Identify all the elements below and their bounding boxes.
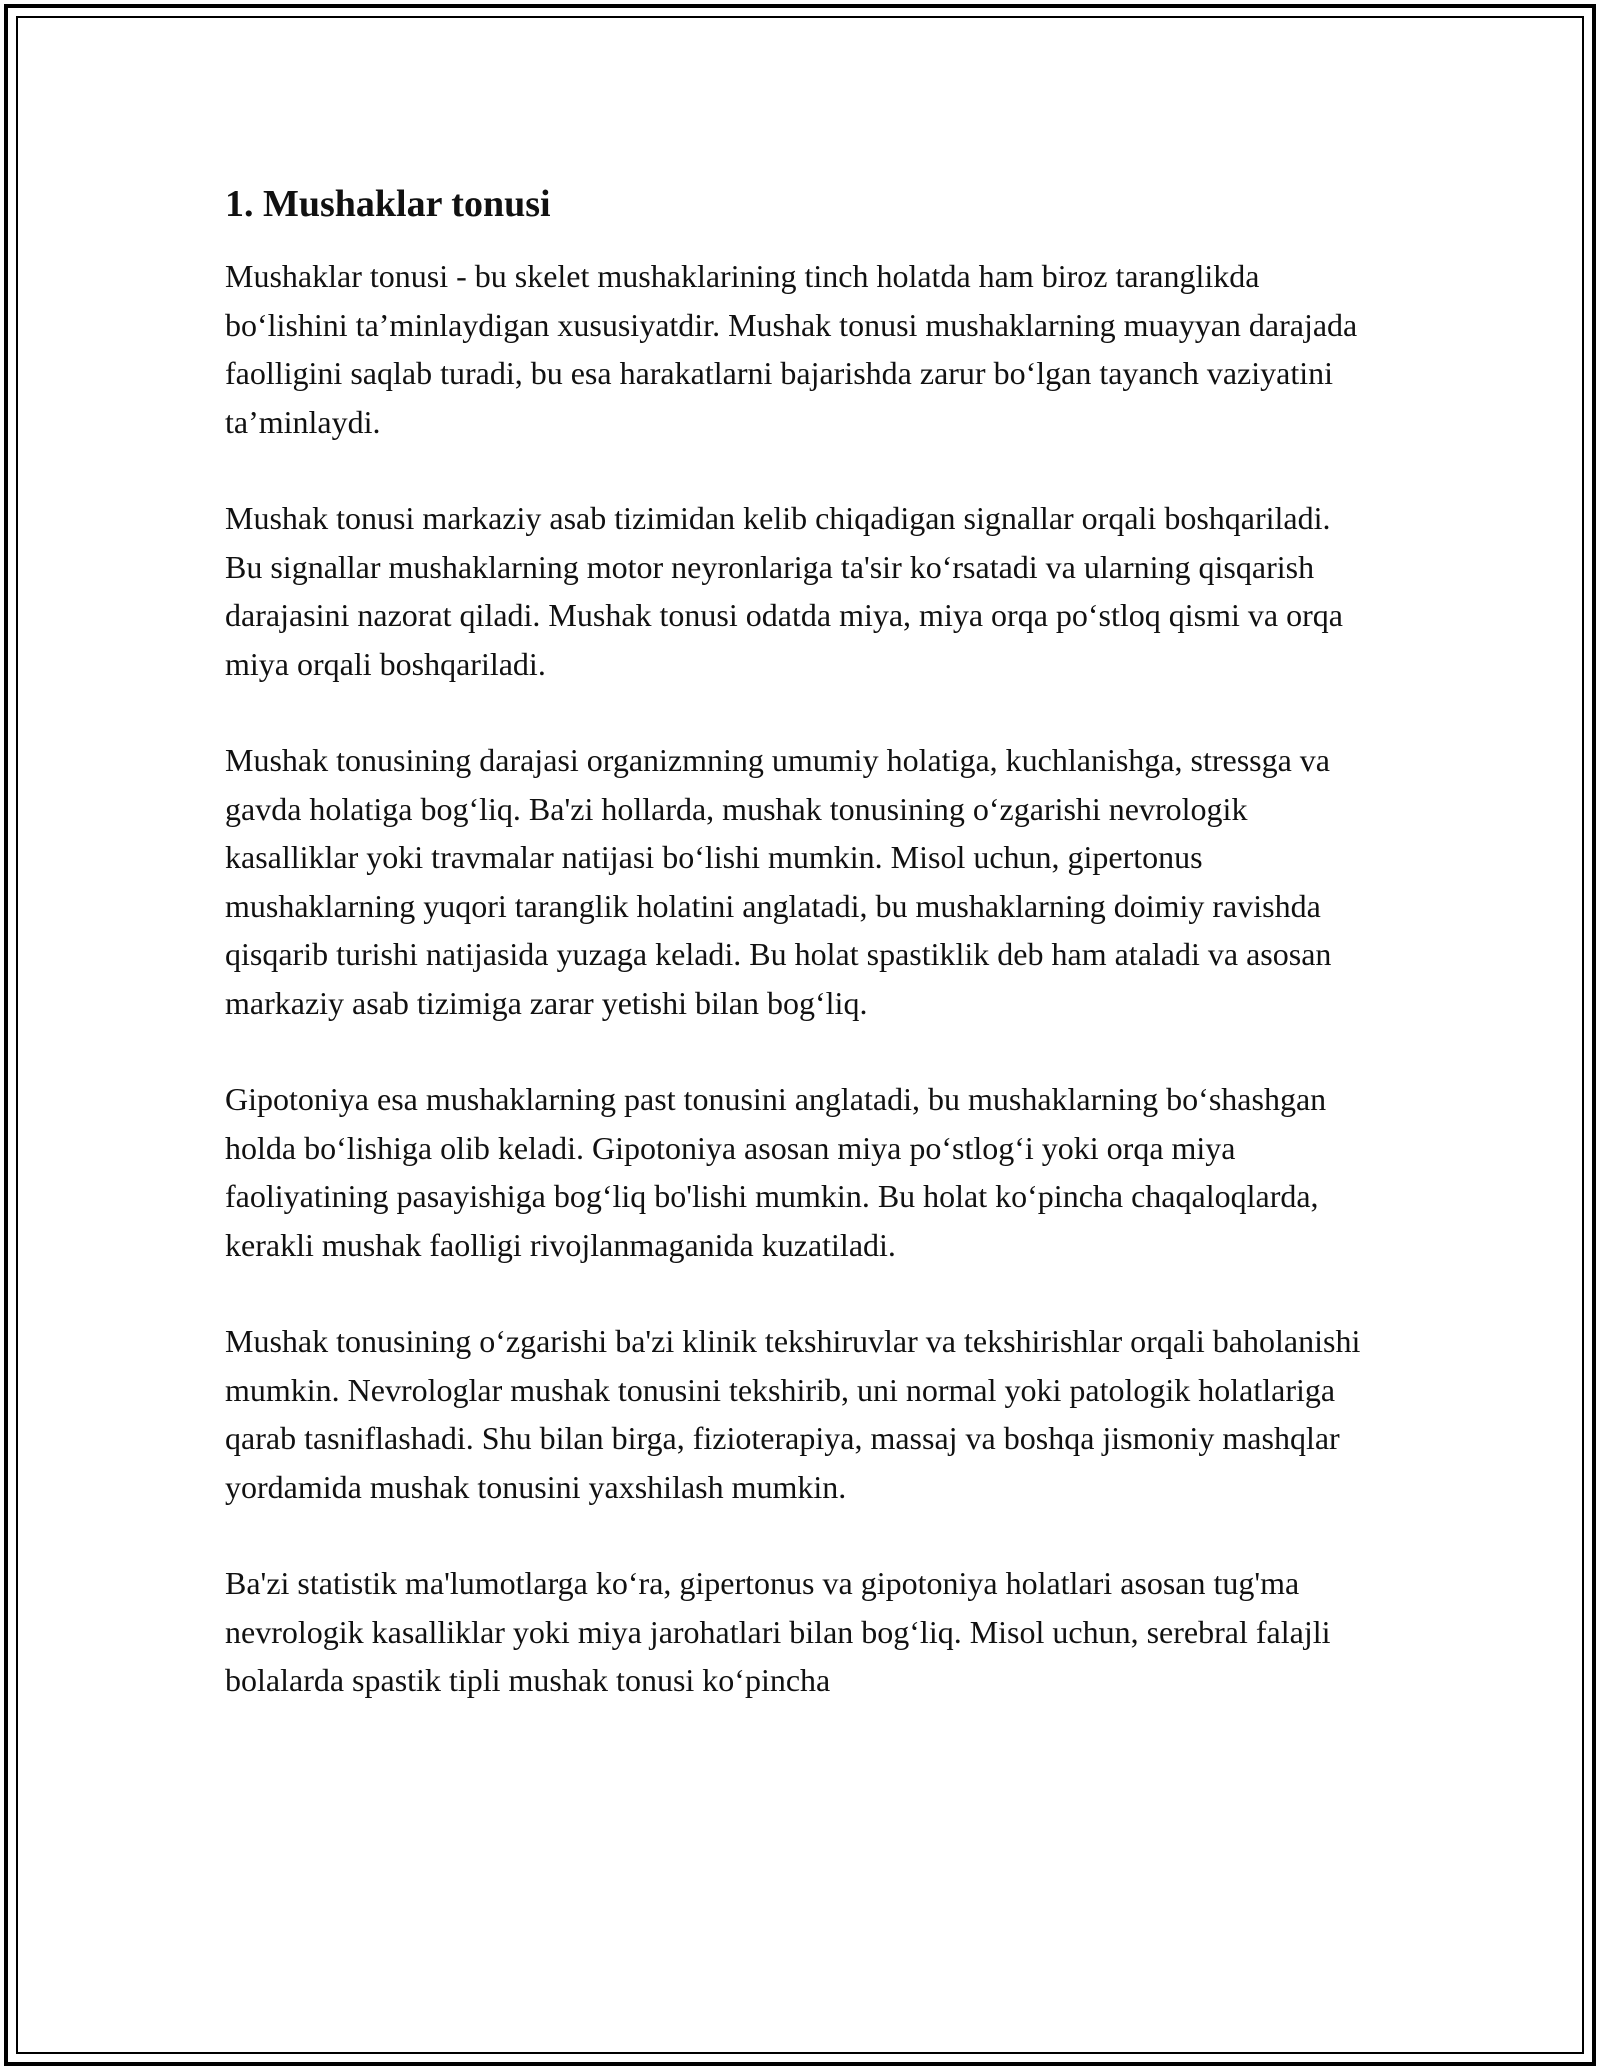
paragraph-2: Mushak tonusi markaziy asab tizimidan kelib chiqadigan signallar orqali boshqariladi. Bu signallar mushaklarning motor neyronlariga ta'sir ko‘rsatadi va ularning qisqarish darajasini nazorat qiladi. Mushak tonusi odatda miya, miya orqa po‘stloq qismi va orqa miya orqali boshqariladi.: [225, 500, 1343, 682]
paragraph-1: Mushaklar tonusi - bu skelet mushaklarining tinch holatda ham biroz taranglikda bo‘lishini ta’minlaydigan xususiyatdir. Mushak tonusi mushaklarning muayyan darajada faolligini saqlab turadi, bu esa harakatlarni bajarishda zarur bo‘lgan tayanch vaziyatini ta’minlaydi.: [225, 258, 1358, 440]
paragraph-6: Ba'zi statistik ma'lumotlarga ko‘ra, gipertonus va gipotoniya holatlari asosan tug'ma nevrologik kasalliklar yoki miya jarohatlari bilan bog‘liq. Misol uchun, serebral falajli bolalarda spastik tipli mushak tonusi ko‘pincha: [225, 1565, 1331, 1698]
section-heading: 1. Mushaklar tonusi: [225, 183, 551, 225]
paragraph-5: Mushak tonusining o‘zgarishi ba'zi klinik tekshiruvlar va tekshirishlar orqali baholanishi mumkin. Nevrologlar mushak tonusini tekshirib, uni normal yoki patologik holatlariga qarab tasniflashadi. Shu bilan birga, fizioterapiya, massaj va boshqa jismoniy mashqlar yordamida mushak tonusini yaxshilash mumkin.: [225, 1323, 1361, 1505]
document-body: [225, 180, 1375, 1753]
paragraph-4: Gipotoniya esa mushaklarning past tonusini anglatadi, bu mushaklarning bo‘shashgan holda bo‘lishiga olib keladi. Gipotoniya asosan miya po‘stlog‘i yoki orqa miya faoliyatining pasayishiga bog‘liq bo'lishi mumkin. Bu holat ko‘pincha chaqaloqlarda, kerakli mushak faolligi rivojlanmaganida kuzatiladi.: [225, 1081, 1327, 1263]
paragraph-3: Mushak tonusining darajasi organizmning umumiy holatiga, kuchlanishga, stressga va gavda holatiga bog‘liq. Ba'zi hollarda, mushak tonusining o‘zgarishi nevrologik kasalliklar yoki travmalar natijasi bo‘lishi mumkin. Misol uchun, gipertonus mushaklarning yuqori taranglik holatini anglatadi, bu mushaklarning doimiy ravishda qisqarib turishi natijasida yuzaga keladi. Bu holat spastiklik deb ham ataladi va asosan markaziy asab tizimiga zarar yetishi bilan bog‘liq.: [225, 742, 1332, 1021]
